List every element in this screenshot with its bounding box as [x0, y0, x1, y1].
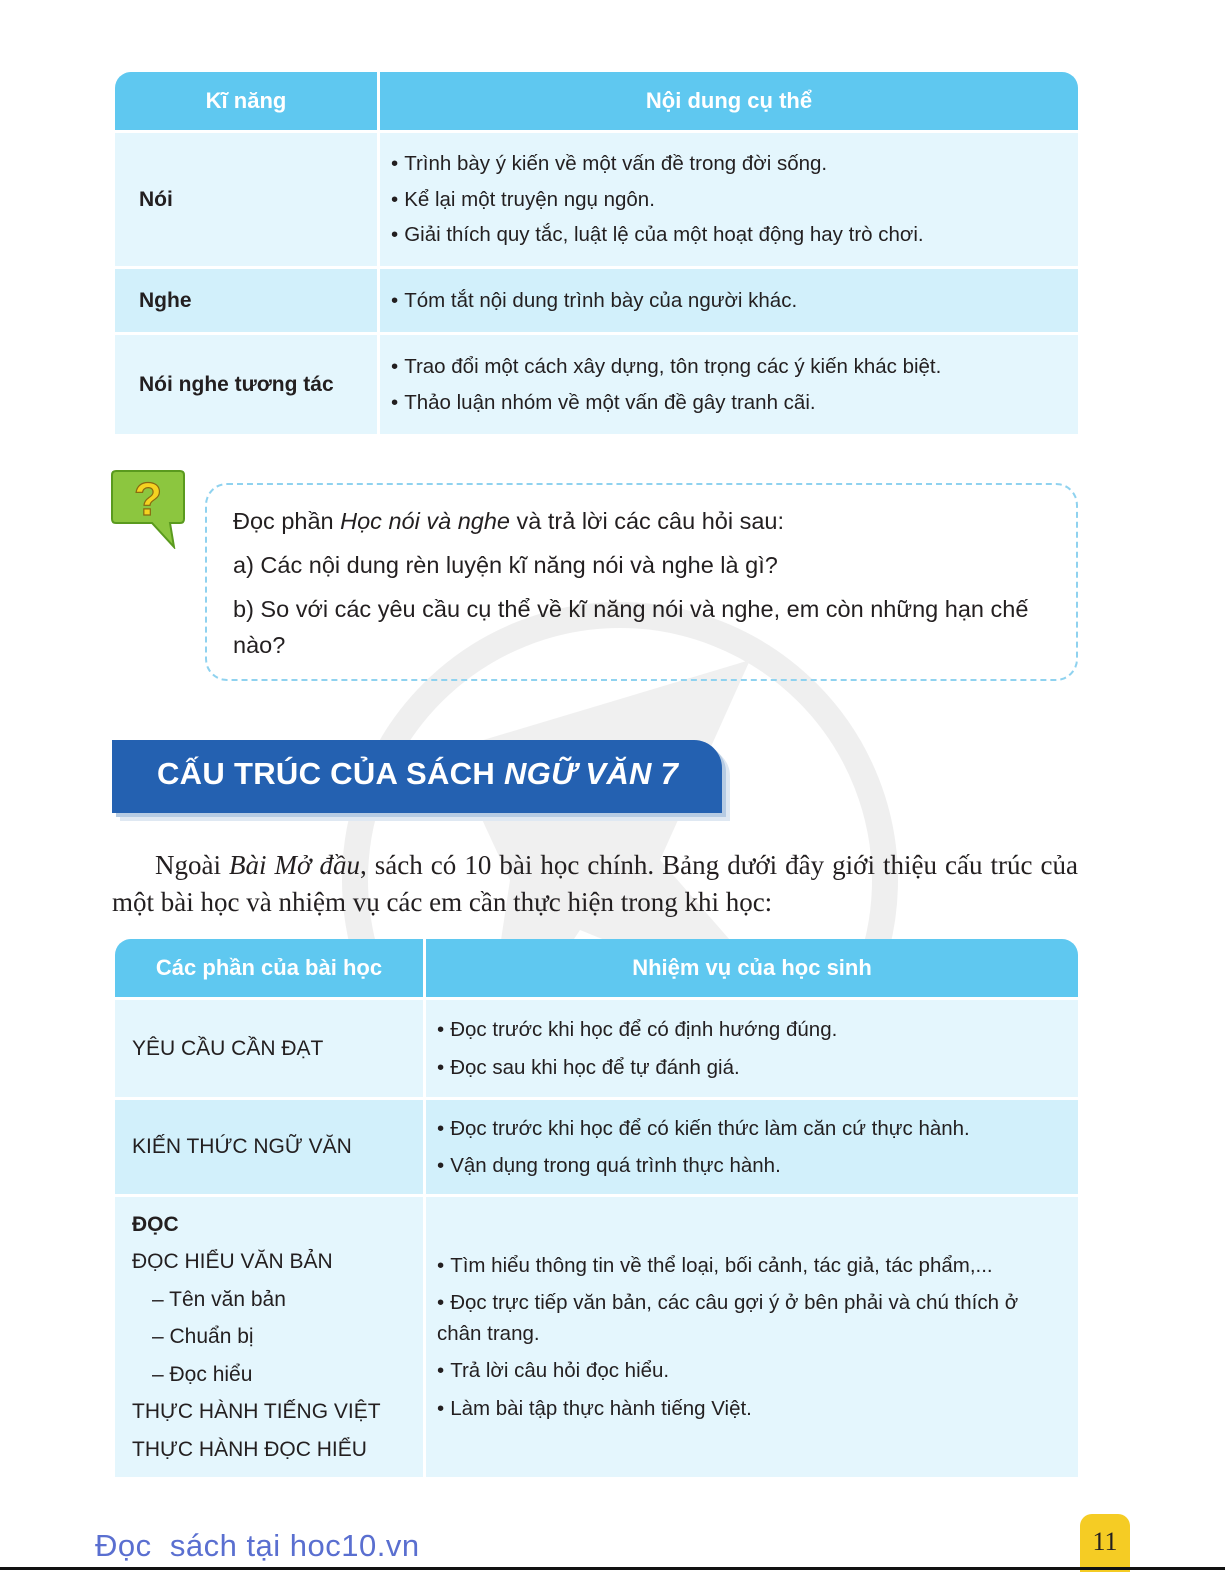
row-content [377, 133, 1078, 266]
skills-table-header [115, 72, 1078, 130]
row-label: Nói [139, 187, 173, 211]
header-tasks: Nhiệm vụ của học sinh [423, 939, 1078, 997]
bullet-item: • Vận dụng trong quá trình thực hành. [437, 1147, 1068, 1185]
header-skill: Kĩ năng [205, 88, 287, 113]
row-content [423, 1197, 1078, 1477]
row-label: Nghe [139, 288, 192, 312]
row-label: Nói nghe tương tác [139, 372, 334, 396]
bullet-item: • Tóm tắt nội dung trình bày của người khác. [391, 283, 1078, 319]
bullet-item: • Đọc trước khi học để có định hướng đúng. [437, 1011, 1068, 1049]
header-content: Nội dung cụ thể [377, 72, 1078, 130]
part-doc-hieu-sub: – Đọc hiểu [152, 1362, 253, 1386]
bullet-item: • Làm bài tập thực hành tiếng Việt. [437, 1390, 1068, 1428]
bullet-item: • Đọc trực tiếp văn bản, các câu gợi ý ở bên phải và chú thích ở chân trang. [437, 1284, 1068, 1352]
bullet-item: • Đọc sau khi học để tự đánh giá. [437, 1049, 1068, 1087]
bullet-item: • Giải thích quy tắc, luật lệ của một hoạt động hay trò chơi. [391, 217, 1078, 253]
table-row [115, 1097, 1078, 1194]
table-row [115, 332, 1078, 434]
question-icon-glyph: ? [133, 473, 163, 525]
bullet-item: • Trình bày ý kiến về một vấn đề trong đời sống. [391, 146, 1078, 182]
part-chuan-bi: – Chuẩn bị [152, 1325, 254, 1349]
row-content [377, 335, 1078, 434]
question-mark-icon [110, 467, 186, 549]
bullet-item: • Kể lại một truyện ngụ ngôn. [391, 182, 1078, 218]
row-content [423, 1100, 1078, 1194]
part-doc-hieu: ĐỌC HIỂU VĂN BẢN [132, 1250, 333, 1274]
question-intro: Đọc phần Học nói và nghe và trả lời các câu hỏi sau: [233, 508, 785, 534]
row-label: KIẾN THỨC NGỮ VĂN [132, 1135, 352, 1159]
part-ten-van-ban: – Tên văn bản [152, 1287, 286, 1311]
bullet-item: • Trao đổi một cách xây dựng, tôn trọng các ý kiến khác biệt. [391, 349, 1078, 385]
bottom-divider [0, 1567, 1225, 1570]
part-doc: ĐỌC [132, 1212, 179, 1236]
page-number: 11 [1080, 1514, 1130, 1572]
footer-site-link[interactable]: Đọc sách tại hoc10.vn [95, 1528, 420, 1563]
row-content [377, 269, 1078, 332]
intro-paragraph: Ngoài Bài Mở đầu, sách có 10 bài học chính. Bảng dưới đây giới thiệu cấu trúc của một bài học và nhiệm vụ các em cần thực hiện trong khi học: [112, 850, 1078, 917]
lesson-structure-table [115, 939, 1078, 1477]
bullet-item: • Thảo luận nhóm về một vấn đề gây tranh cãi. [391, 385, 1078, 421]
question-box [205, 483, 1078, 681]
question-a: a) Các nội dung rèn luyện kĩ năng nói và nghe là gì? [233, 552, 778, 578]
part-thuc-hanh-tieng-viet: THỰC HÀNH TIẾNG VIỆT [132, 1400, 381, 1424]
table-row [115, 130, 1078, 266]
table-row [115, 266, 1078, 332]
row-label: YÊU CẦU CẦN ĐẠT [132, 1036, 324, 1060]
section-banner [112, 740, 722, 813]
row-content [423, 1000, 1078, 1097]
skills-table [115, 72, 1078, 434]
bullet-item: • Tìm hiểu thông tin về thể loại, bối cảnh, tác giả, tác phẩm,... [437, 1247, 1068, 1285]
part-thuc-hanh-doc-hieu: THỰC HÀNH ĐỌC HIỂU [132, 1437, 367, 1461]
table-row [115, 1194, 1078, 1477]
section-title: CẤU TRÚC CỦA SÁCH NGỮ VĂN 7 [157, 756, 679, 791]
bullet-item: • Đọc trước khi học để có kiến thức làm căn cứ thực hành. [437, 1110, 1068, 1148]
bullet-item: • Trả lời câu hỏi đọc hiểu. [437, 1352, 1068, 1390]
header-parts: Các phần của bài học [155, 955, 383, 980]
question-b: b) So với các yêu cầu cụ thể về kĩ năng nói và nghe, em còn những hạn chế nào? [233, 596, 1029, 658]
table-row [115, 997, 1078, 1097]
lesson-table-header [115, 939, 1078, 997]
row-label [115, 1197, 423, 1477]
